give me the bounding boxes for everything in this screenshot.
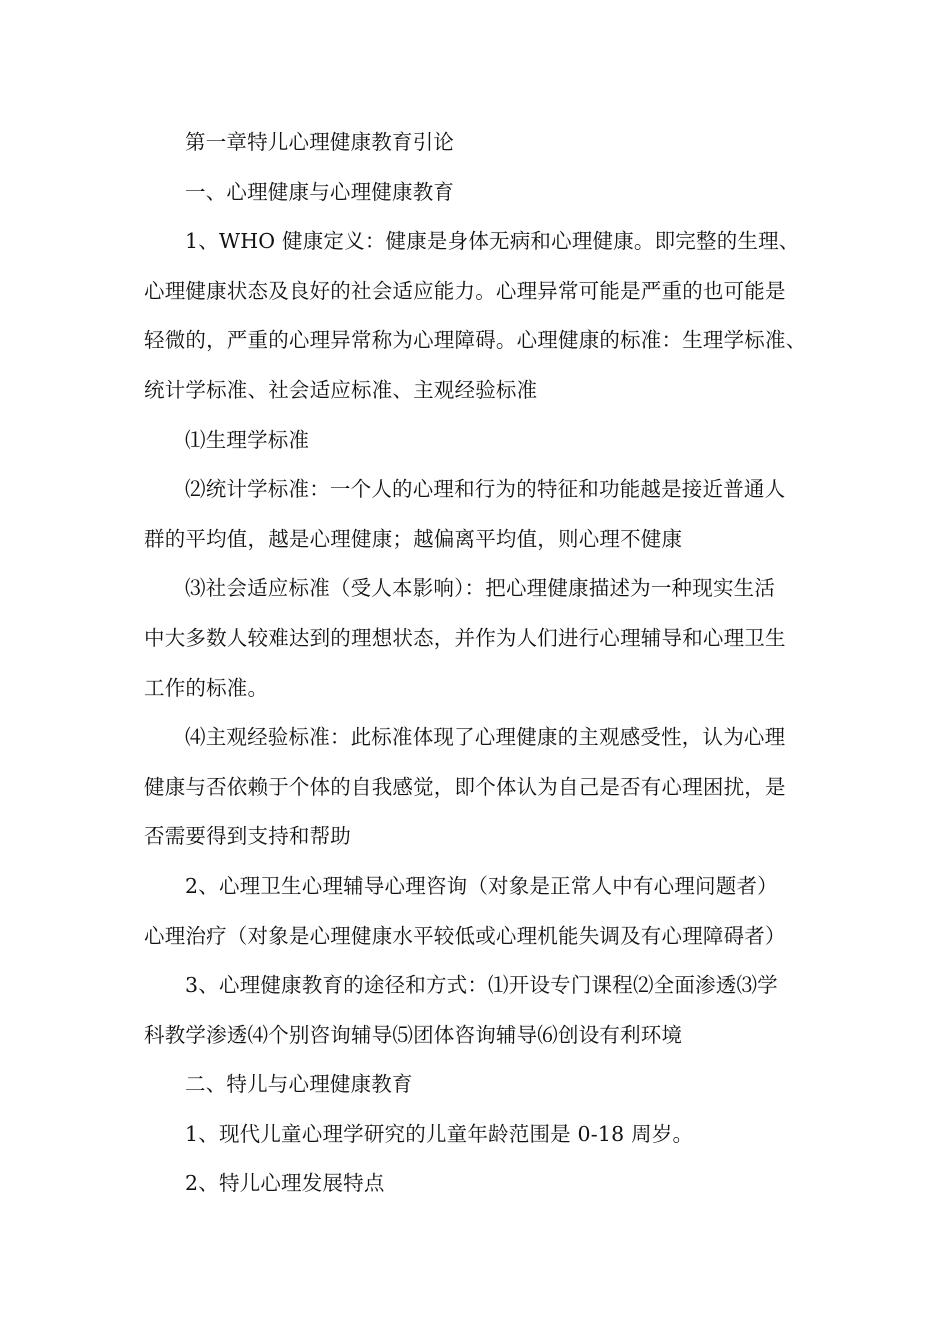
text-line: 2、心理卫生心理辅导心理咨询（对象是正常人中有心理问题者） bbox=[185, 873, 778, 898]
text-line: 否需要得到支持和帮助 bbox=[144, 824, 351, 849]
list-item-4: ⑷主观经验标准：此标准体现了心理健康的主观感受性，认为心理 bbox=[185, 725, 786, 750]
text-line: 心理治疗（对象是心理健康水平较低或心理机能失调及有心理障碍者） bbox=[144, 923, 786, 948]
text-line: 中大多数人较难达到的理想状态，并作为人们进行心理辅导和心理卫生 bbox=[144, 625, 786, 650]
text-line: 统计学标准、社会适应标准、主观经验标准 bbox=[144, 377, 538, 402]
chapter-title: 第一章特儿心理健康教育引论 bbox=[185, 130, 455, 154]
text-line: 1、现代儿童心理学研究的儿童年龄范围是 0-18 周岁。 bbox=[185, 1121, 694, 1146]
section-heading-2: 二、特儿与心理健康教育 bbox=[185, 1072, 413, 1097]
list-item-1: ⑴生理学标准 bbox=[185, 427, 310, 452]
text-line: 3、心理健康教育的途径和方式：⑴开设专门课程⑵全面渗透⑶学 bbox=[185, 973, 778, 998]
text-line: 健康与否依赖于个体的自我感觉，即个体认为自己是否有心理困扰，是 bbox=[144, 774, 786, 799]
text-line: 轻微的，严重的心理异常称为心理障碍。心理健康的标准：生理学标准、 bbox=[144, 328, 807, 353]
section-heading-1: 一、心理健康与心理健康教育 bbox=[185, 179, 455, 204]
text-line: 1、WHO 健康定义：健康是身体无病和心理健康。即完整的生理、 bbox=[185, 229, 800, 254]
text-line: 工作的标准。 bbox=[144, 675, 269, 700]
text-line: 2、特儿心理发展特点 bbox=[185, 1171, 385, 1196]
list-item-3: ⑶社会适应标准（受人本影响）：把心理健康描述为一种现实生活 bbox=[185, 576, 776, 601]
text-line: 心理健康状态及良好的社会适应能力。心理异常可能是严重的也可能是 bbox=[144, 278, 786, 303]
list-item-2: ⑵统计学标准：一个人的心理和行为的特征和功能越是接近普通人 bbox=[185, 477, 786, 502]
text-line: 科教学渗透⑷个别咨询辅导⑸团体咨询辅导⑹创设有利环境 bbox=[144, 1022, 683, 1047]
text-line: 群的平均值，越是心理健康；越偏离平均值，则心理不健康 bbox=[144, 526, 683, 551]
document-body bbox=[144, 118, 812, 1209]
